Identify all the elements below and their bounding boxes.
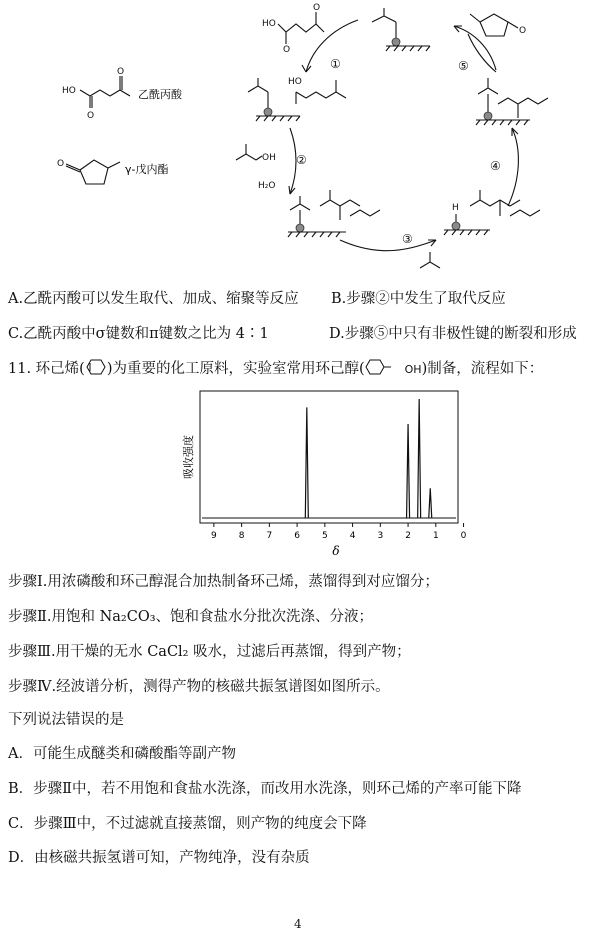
cycle-arrows — [289, 20, 518, 251]
step5-label: ⑤ — [458, 59, 469, 73]
ho-label: HO — [288, 77, 302, 87]
intermediate-2 — [288, 190, 380, 237]
oh-label: OH — [262, 153, 276, 163]
x-tick-label: 4 — [349, 531, 356, 541]
intermediate-4 — [476, 78, 548, 125]
o-label: O — [87, 111, 95, 121]
h-label: H — [452, 203, 459, 213]
catalyst-site-top — [372, 8, 430, 51]
q11-option-a: A．可能生成醚类和磷酸酯等副产物 — [8, 746, 236, 762]
page-number: 4 — [294, 917, 302, 931]
step1-label: ① — [330, 57, 341, 71]
q11-stem-part2: )为重要的化工原料，实验室常用环己醇( — [106, 361, 365, 377]
gvl-label: γ-戊内酯 — [125, 163, 169, 176]
q11-stem-part1: 11. 环己烯( — [8, 361, 85, 377]
product-gvl — [470, 14, 526, 36]
isopropanol — [236, 144, 276, 163]
acetone — [420, 252, 440, 268]
intermediate-3 — [444, 190, 540, 235]
y-axis-label: 吸收强度 — [182, 435, 195, 479]
intermediate-1 — [248, 77, 346, 121]
o-label: O — [117, 67, 125, 77]
ho-label: HO — [262, 19, 276, 29]
q11-option-b: B．步骤Ⅱ中，若不用饱和食盐水洗涤，而改用水洗涤，则环己烯的产率可能下降 — [8, 781, 522, 797]
step3-label: ③ — [402, 232, 413, 246]
o-label: O — [283, 45, 291, 55]
h2o-label: H₂O — [258, 181, 276, 191]
q11-stem — [8, 358, 543, 379]
x-tick-label: 3 — [377, 531, 384, 541]
x-tick-label: 8 — [238, 531, 245, 541]
step4-label: ④ — [490, 159, 501, 173]
q10-option-d: D.步骤⑤中只有非极性键的断裂和形成 — [329, 326, 577, 342]
q11-step-4: 步骤Ⅳ.经波谱分析，测得产物的核磁共振氢谱图如图所示。 — [8, 679, 390, 695]
q11-step-3: 步骤Ⅲ.用干燥的无水 CaCl₂ 吸水，过滤后再蒸馏，得到产物； — [8, 644, 411, 660]
x-axis-label: δ — [332, 544, 340, 558]
cyclohexanol-icon — [365, 358, 405, 376]
o-label: O — [519, 26, 527, 36]
nmr-peak — [407, 424, 410, 518]
levulinic-acid-structure — [62, 67, 130, 121]
x-ticks — [211, 523, 467, 541]
nmr-peak — [418, 399, 421, 518]
q11-prompt: 下列说法错误的是 — [8, 712, 124, 728]
x-tick-label: 2 — [405, 531, 411, 541]
q11-step-1: 步骤Ⅰ.用浓磷酸和环己醇混合加热制备环己烯，蒸馏得到对应馏分； — [8, 574, 439, 590]
q11-stem-part3: )制备，流程如下： — [421, 361, 544, 377]
o-label: O — [313, 3, 321, 13]
nmr-peak — [429, 488, 432, 518]
x-tick-label: 5 — [321, 531, 328, 541]
x-tick-label: 9 — [211, 531, 217, 541]
nmr-peak — [305, 407, 308, 518]
step-labels — [296, 57, 501, 246]
x-tick-label: 1 — [432, 531, 439, 541]
q11-option-d: D．由核磁共振氢谱可知，产物纯净，没有杂质 — [8, 850, 310, 866]
q10-option-c: C.乙酰丙酸中σ键数和π键数之比为 4∶1 — [8, 326, 269, 342]
catalytic-cycle-figure — [0, 0, 597, 285]
step2-label: ② — [296, 153, 307, 167]
gvl-structure — [57, 159, 120, 184]
cyclohexene-icon — [85, 358, 107, 376]
q10-option-b: B.步骤②中发生了取代反应 — [331, 291, 506, 307]
x-tick-label: 0 — [460, 531, 467, 541]
q11-step-2: 步骤Ⅱ.用饱和 Na₂CO₃、饱和食盐水分批次洗涤、分液； — [8, 609, 374, 625]
q10-option-a: A.乙酰丙酸可以发生取代、加成、缩聚等反应 — [8, 291, 299, 307]
oh-label: OH — [404, 363, 422, 376]
levulinic-acid-label: 乙酰丙酸 — [138, 88, 182, 101]
x-tick-label: 7 — [266, 531, 273, 541]
ho-label: HO — [62, 86, 76, 96]
q11-option-c: C．步骤Ⅲ中，不过滤就直接蒸馏，则产物的纯度会下降 — [8, 816, 367, 832]
peaks — [202, 399, 456, 518]
o-label: O — [57, 159, 65, 169]
reactant-levulinic-acid — [262, 3, 324, 55]
x-tick-label: 6 — [294, 531, 300, 541]
nmr-spectrum-chart — [170, 385, 470, 565]
